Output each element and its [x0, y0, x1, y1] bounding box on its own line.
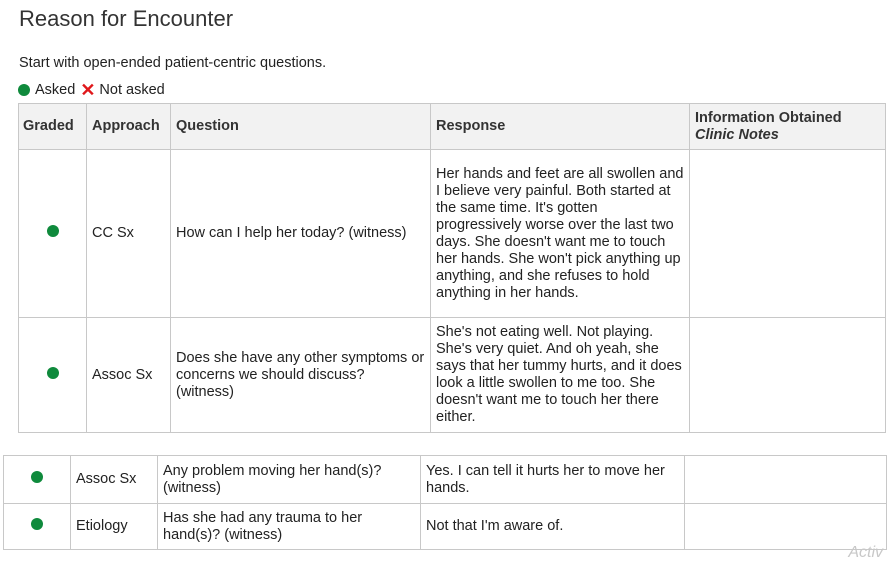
header-info-subtitle: Clinic Notes: [695, 126, 779, 143]
encounter-table: [18, 103, 886, 433]
activate-windows-watermark: Activ: [848, 544, 883, 561]
graded-cell: [19, 150, 87, 318]
response-cell: She's not eating well. Not playing. She's very quiet. And oh yeah, she says that her tummy hurts, and it does look a little swollen to me too. She doesn't want me to touch her there either.: [431, 318, 690, 433]
header-response: Response: [431, 104, 690, 150]
header-graded: Graded: [19, 104, 87, 150]
asked-dot-icon: [31, 518, 43, 530]
table-row: [19, 318, 886, 433]
approach-cell: Assoc Sx: [87, 318, 171, 433]
legend-not-asked-label: Not asked: [99, 82, 165, 98]
legend: [18, 81, 165, 99]
header-info: [690, 104, 886, 150]
intro-text: Start with open-ended patient-centric questions.: [19, 55, 327, 71]
table-row: [19, 150, 886, 318]
table-row: [4, 456, 887, 504]
graded-cell: [19, 318, 87, 433]
info-cell: [690, 318, 886, 433]
response-cell: Her hands and feet are all swollen and I believe very painful. Both started at the same time. It's gotten progressively worse over the last two days. She doesn't want me to touch her hands. She won't pick anything up anything, and she refuses to hold anything in her hands.: [431, 150, 690, 318]
question-cell: Has she had any trauma to her hand(s)? (witness): [158, 504, 421, 550]
question-cell: How can I help her today? (witness): [171, 150, 431, 318]
legend-asked-label: Asked: [35, 82, 76, 98]
table-header-row: [19, 104, 886, 150]
encounter-table-continued: [3, 455, 887, 550]
info-cell: [685, 456, 887, 504]
approach-cell: Etiology: [71, 504, 158, 550]
header-approach: Approach: [87, 104, 171, 150]
graded-cell: [4, 504, 71, 550]
approach-cell: Assoc Sx: [71, 456, 158, 504]
header-question: Question: [171, 104, 431, 150]
approach-cell: CC Sx: [87, 150, 171, 318]
page-title: Reason for Encounter: [19, 6, 234, 31]
response-cell: Yes. I can tell it hurts her to move her hands.: [421, 456, 685, 504]
header-info-title: Information Obtained: [695, 109, 842, 126]
asked-dot-icon: [31, 471, 43, 483]
asked-dot-icon: [18, 84, 30, 96]
asked-dot-icon: [47, 225, 59, 237]
asked-dot-icon: [47, 367, 59, 379]
table-row: [4, 504, 887, 550]
question-cell: Any problem moving her hand(s)? (witness): [158, 456, 421, 504]
question-cell: Does she have any other symptoms or concerns we should discuss? (witness): [171, 318, 431, 433]
info-cell: [690, 150, 886, 318]
response-cell: Not that I'm aware of.: [421, 504, 685, 550]
info-cell: [685, 504, 887, 550]
not-asked-x-icon: ✕: [80, 80, 96, 100]
graded-cell: [4, 456, 71, 504]
